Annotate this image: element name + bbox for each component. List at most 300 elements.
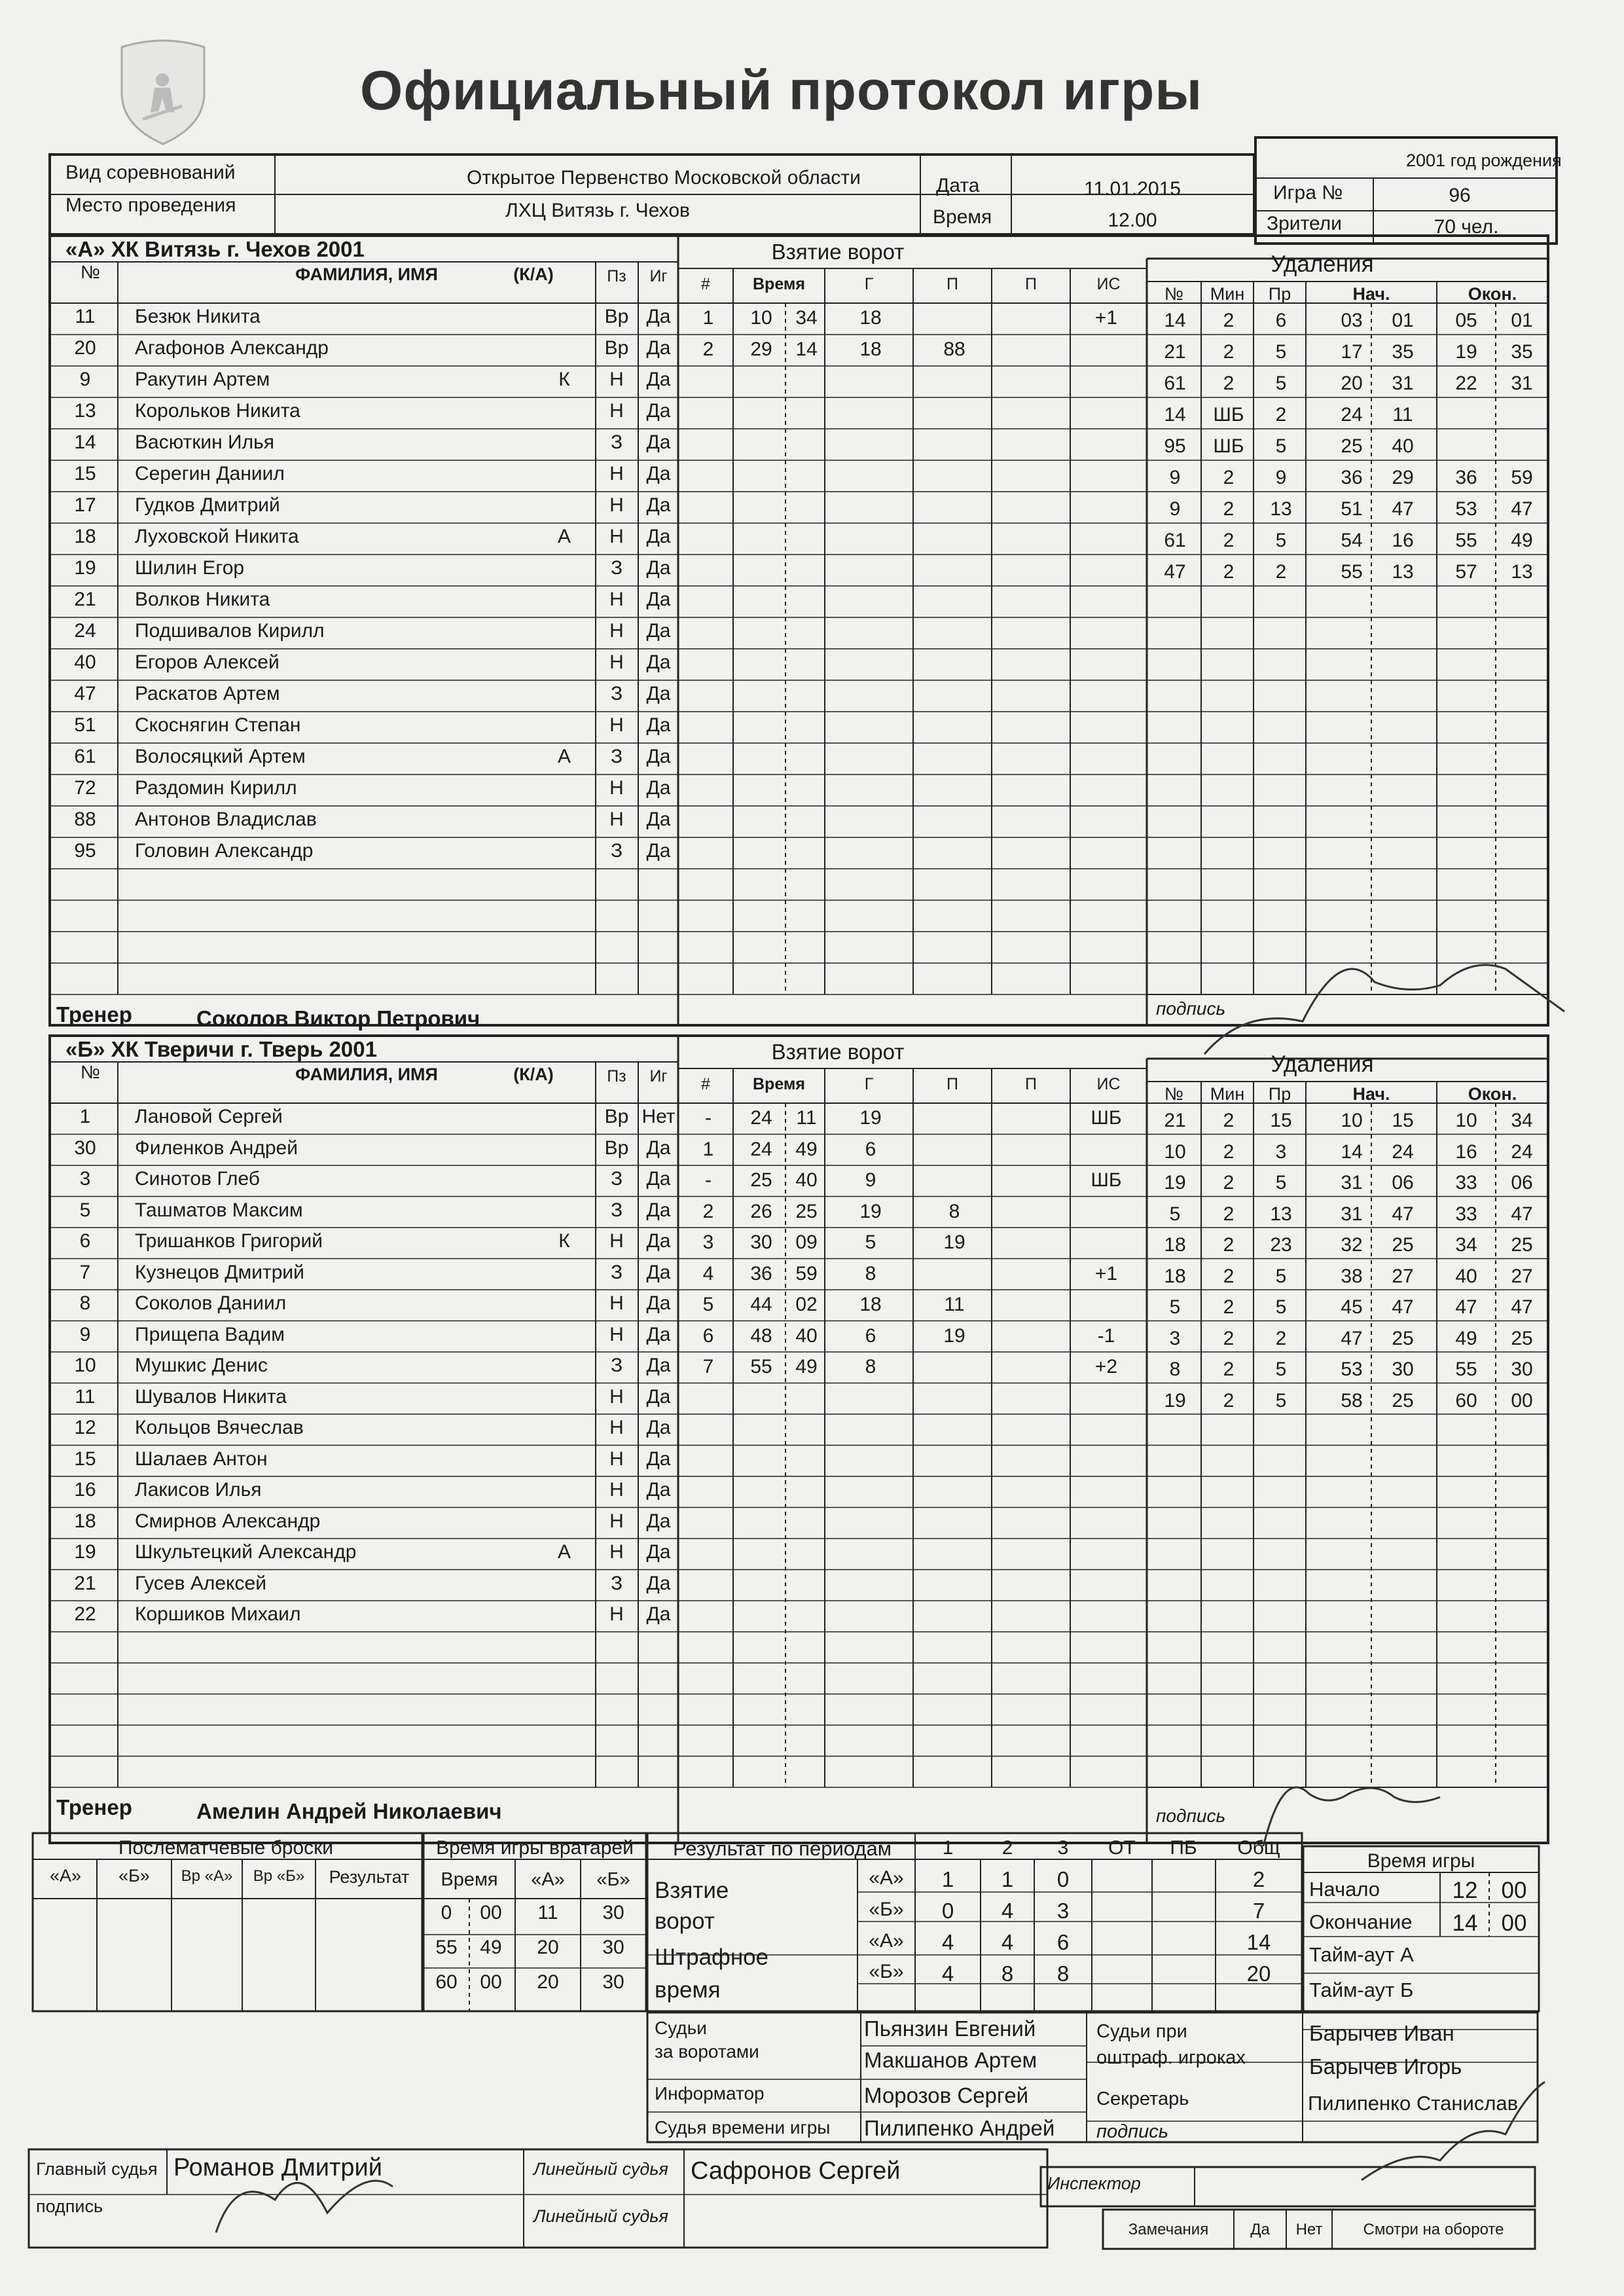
penalty-reason: 5 — [1275, 1296, 1287, 1318]
penalty-end-min: 49 — [1455, 1327, 1477, 1349]
col-played: Иг — [649, 267, 668, 285]
spectators-value: 70 чел. — [1434, 216, 1499, 238]
page-title: Официальный протокол игры — [360, 60, 1203, 121]
player-name: Гудков Дмитрий — [135, 494, 280, 516]
player-name: Кольцов Вячеслав — [135, 1417, 304, 1438]
player-number: 95 — [74, 840, 96, 862]
player-played: Да — [646, 589, 671, 610]
game-start-minute: 00 — [1501, 1878, 1527, 1903]
player-played: Да — [646, 463, 671, 484]
player-name: Ташматов Максим — [135, 1199, 303, 1221]
goal-second: 40 — [795, 1324, 818, 1347]
goal-number: 1 — [702, 307, 714, 329]
penalty-minutes: 2 — [1223, 467, 1235, 488]
game-number-label: Игра № — [1273, 182, 1343, 204]
penalty-start-min: 20 — [1341, 373, 1363, 394]
shootouts-col-gk-b: Вр «Б» — [253, 1867, 305, 1885]
player-name: Синотов Глеб — [135, 1168, 260, 1190]
penalty-minutes: 2 — [1223, 310, 1235, 331]
penalty-end-sec: 00 — [1511, 1389, 1533, 1412]
player-name: Смирнов Александр — [135, 1510, 321, 1532]
player-position: Н — [609, 651, 624, 673]
shootouts-title: Послематчевые броски — [118, 1837, 334, 1859]
penalty-end-sec: 35 — [1511, 341, 1533, 363]
player-played: Да — [646, 1199, 671, 1221]
goal-minute: 29 — [750, 338, 772, 360]
pen-col-p_reason: Пр — [1268, 284, 1291, 304]
penalties-title: Удаления — [1271, 1051, 1374, 1077]
penalty-start-sec: 16 — [1392, 530, 1414, 551]
goal-minute: 36 — [750, 1262, 772, 1285]
period-col-4: ПБ — [1170, 1837, 1197, 1859]
goal-second: 49 — [795, 1356, 818, 1377]
penalty-end-sec: 06 — [1511, 1172, 1533, 1194]
goal-judge-2: Макшанов Артем — [864, 2048, 1038, 2072]
player-played: Да — [646, 840, 671, 862]
player-played: Да — [646, 1479, 671, 1501]
col-position: Пз — [607, 267, 626, 285]
coach-a-signature-scribble — [1204, 965, 1564, 1054]
penalty-reason: 5 — [1275, 1172, 1287, 1194]
goal-number: 6 — [702, 1324, 714, 1347]
gk-time-b: 30 — [602, 1971, 624, 1993]
pen-col-p_no: № — [1164, 284, 1183, 304]
signature-label: подпись — [1156, 1806, 1226, 1826]
player-name: Головин Александр — [135, 840, 314, 862]
player-number: 15 — [74, 463, 96, 484]
period-value: 0 — [1056, 1867, 1070, 1891]
player-number: 6 — [79, 1230, 91, 1252]
player-position: Н — [609, 1479, 624, 1501]
col-played: Иг — [649, 1067, 668, 1085]
player-position: З — [610, 683, 623, 704]
game-end-minute: 00 — [1501, 1910, 1527, 1936]
gk-time-col-a: «А» — [531, 1869, 565, 1890]
goal-number: - — [705, 1107, 712, 1129]
penalty-minutes: 2 — [1223, 1234, 1235, 1256]
player-played: Да — [646, 1168, 671, 1190]
goal-assist-1: 19 — [943, 1324, 965, 1347]
coach-name: Соколов Виктор Петрович — [196, 1006, 480, 1030]
player-number: 9 — [79, 369, 91, 390]
penalty-end-sec: 49 — [1511, 530, 1533, 551]
informator-label: Информатор — [655, 2083, 765, 2104]
player-position: Н — [609, 369, 624, 390]
goal-scorer: 9 — [865, 1169, 876, 1191]
signature-label: подпись — [1156, 998, 1226, 1019]
player-position: Н — [609, 1541, 624, 1563]
penalty-minutes: 2 — [1223, 1327, 1235, 1349]
penalty-end-sec: 30 — [1511, 1358, 1533, 1380]
remarks-see-back: Смотри на обороте — [1363, 2221, 1504, 2238]
goal-number: 5 — [702, 1294, 714, 1315]
coach-label: Тренер — [56, 1795, 132, 1819]
goal-assist-1: 19 — [943, 1231, 965, 1253]
penalty-start-min: 03 — [1341, 310, 1363, 331]
shootouts-col-a: «А» — [49, 1866, 82, 1886]
penalty-start-min: 45 — [1341, 1296, 1363, 1318]
penalty-end-min: 53 — [1455, 498, 1477, 520]
penalty-start-sec: 25 — [1392, 1234, 1414, 1256]
goal-number: 3 — [702, 1231, 714, 1253]
player-position: Вр — [604, 337, 629, 359]
player-name: Шалаев Антон — [135, 1448, 268, 1470]
player-number: 16 — [74, 1479, 96, 1501]
penalty-player: 14 — [1164, 310, 1186, 331]
col-position: Пз — [607, 1067, 626, 1085]
period-value: 14 — [1246, 1930, 1271, 1954]
penalty-end-min: 60 — [1455, 1389, 1477, 1412]
goal-col-g_num: # — [701, 1075, 710, 1093]
penalty-reason: 15 — [1270, 1110, 1292, 1131]
penalty-start-sec: 27 — [1392, 1265, 1414, 1287]
goal-minute: 24 — [750, 1107, 772, 1129]
period-value: 4 — [941, 1961, 954, 1986]
spectators-label: Зрители — [1267, 213, 1342, 234]
penalty-start-min: 47 — [1341, 1327, 1363, 1349]
penalty-player: 5 — [1169, 1296, 1181, 1318]
venue-value: ЛХЦ Витязь г. Чехов — [505, 200, 690, 221]
penalty-minutes: 2 — [1223, 1110, 1235, 1131]
penalty-start-min: 36 — [1341, 467, 1363, 488]
penalty-start-min: 31 — [1341, 1172, 1363, 1194]
penalty-end-min: 55 — [1455, 530, 1477, 551]
shootouts-col-gk-a: Вр «А» — [181, 1867, 233, 1885]
penalty-end-sec: 01 — [1511, 310, 1533, 331]
penalty-player: 21 — [1164, 341, 1186, 363]
goal-scorer: 18 — [859, 307, 882, 329]
player-number: 1 — [79, 1106, 91, 1127]
player-played: Да — [646, 494, 671, 516]
player-position: З — [610, 431, 623, 453]
gk-time-minute: 0 — [441, 1902, 452, 1923]
goal-minute: 25 — [750, 1169, 772, 1191]
shootouts-col-result: Результат — [329, 1867, 410, 1887]
goal-col-g_a1: П — [947, 1075, 958, 1093]
player-position: З — [610, 1572, 623, 1594]
pen-col-p_min: Мин — [1210, 1084, 1245, 1104]
penalty-start-sec: 13 — [1392, 561, 1414, 583]
penalty-end-min: 57 — [1455, 561, 1477, 583]
player-name: Раздомин Кирилл — [135, 777, 297, 799]
coach-label: Тренер — [56, 1002, 132, 1027]
remarks-label: Замечания — [1128, 2221, 1209, 2238]
player-position: З — [610, 1261, 623, 1283]
penalty-start-min: 54 — [1341, 530, 1363, 551]
penalty-minutes: 2 — [1223, 561, 1235, 583]
player-played: Да — [646, 1323, 671, 1345]
linesman-label-2: Линейный судья — [533, 2206, 668, 2226]
gk-time-col-b: «Б» — [596, 1869, 630, 1890]
goal-situation: +1 — [1094, 1262, 1118, 1285]
periods-goals-label: Взятие — [655, 1878, 729, 1903]
linesman-1-name: Сафронов Сергей — [691, 2157, 901, 2185]
game-end-label: Окончание — [1309, 1910, 1413, 1933]
inspector-label: Инспектор — [1047, 2174, 1141, 2193]
player-played: Да — [646, 1541, 671, 1563]
penalty-minutes: ШБ — [1213, 435, 1244, 457]
player-name: Шилин Егор — [135, 557, 245, 579]
goal-assist-1: 11 — [944, 1294, 965, 1315]
period-value: 0 — [941, 1899, 954, 1923]
goal-col-g_sit: ИС — [1096, 1075, 1121, 1093]
player-position: Н — [609, 400, 624, 422]
col-no: № — [81, 262, 101, 282]
period-value: 1 — [1001, 1867, 1014, 1891]
penalty-start-sec: 47 — [1392, 1296, 1414, 1318]
referee-signature-scribble — [216, 2181, 393, 2232]
penalty-reason: 2 — [1275, 1327, 1287, 1349]
goals-title: Взятие ворот — [771, 1040, 905, 1064]
team-title: «А» ХК Витязь г. Чехов 2001 — [65, 237, 365, 261]
player-number: 24 — [74, 620, 96, 642]
player-position: З — [610, 840, 623, 862]
penalty-reason: 5 — [1275, 1358, 1287, 1380]
penalty-reason: 5 — [1275, 341, 1287, 363]
penalty-end-min: 36 — [1455, 467, 1477, 488]
player-played: Да — [646, 746, 671, 767]
penalty-minutes: ШБ — [1213, 404, 1244, 426]
player-role: А — [557, 1541, 571, 1563]
goal-second: 25 — [795, 1200, 818, 1222]
gk-time-col-time: Время — [441, 1869, 498, 1890]
goal-situation: +2 — [1094, 1356, 1118, 1377]
penalty-end-sec: 47 — [1511, 1203, 1533, 1225]
time-value: 12.00 — [1108, 210, 1157, 231]
periods-team-a: «А» — [869, 1930, 904, 1952]
player-role: А — [557, 526, 571, 547]
player-number: 18 — [74, 526, 96, 547]
periods-pim-label-2: время — [655, 1977, 721, 2003]
competition-label: Вид соревнований — [65, 162, 236, 183]
penalty-judge-1: Барычев Иван — [1309, 2021, 1454, 2045]
player-position: З — [610, 746, 623, 767]
player-played: Да — [646, 1230, 671, 1252]
col-ka: (К/А) — [513, 264, 554, 284]
penalty-start-min: 38 — [1341, 1265, 1363, 1287]
player-played: Да — [646, 1292, 671, 1314]
period-value: 3 — [1056, 1899, 1070, 1923]
penalty-reason: 5 — [1275, 435, 1287, 457]
player-name: Скоснягин Степан — [135, 714, 301, 736]
periods-pim-label: Штрафное — [655, 1944, 769, 1970]
goal-scorer: 8 — [865, 1356, 876, 1377]
penalty-start-sec: 25 — [1392, 1327, 1414, 1349]
shootouts-col-b: «Б» — [118, 1866, 150, 1886]
penalty-start-sec: 35 — [1392, 341, 1414, 363]
player-position: Н — [609, 1385, 624, 1408]
penalty-end-sec: 47 — [1511, 1296, 1533, 1318]
penalty-player: 47 — [1164, 561, 1186, 583]
penalty-minutes: 2 — [1223, 1358, 1235, 1380]
penalty-start-min: 32 — [1341, 1234, 1363, 1256]
gk-time-a: 11 — [537, 1902, 558, 1923]
penalty-player: 18 — [1164, 1265, 1186, 1287]
gk-time-b: 30 — [602, 1937, 624, 1958]
period-value: 4 — [1001, 1930, 1014, 1954]
penalty-reason: 2 — [1275, 404, 1287, 426]
player-number: 10 — [74, 1355, 96, 1376]
goal-col-g_sit: ИС — [1096, 275, 1121, 293]
penalty-reason: 13 — [1270, 498, 1292, 520]
pen-col-p_min: Мин — [1210, 284, 1245, 304]
date-value: 11.01.2015 — [1084, 178, 1181, 200]
penalty-minutes: 2 — [1223, 1389, 1235, 1412]
player-played: Да — [646, 1417, 671, 1438]
player-position: З — [610, 557, 623, 579]
player-number: 11 — [75, 1385, 96, 1408]
timeout-b-label: Тайм-аут Б — [1309, 1978, 1414, 2001]
player-name: Волосяцкий Артем — [135, 746, 306, 767]
goal-number: 1 — [702, 1138, 714, 1160]
player-position: Н — [609, 1417, 624, 1438]
goal-second: 40 — [795, 1169, 818, 1191]
penalty-reason: 5 — [1275, 1389, 1287, 1412]
game-end-hour: 14 — [1452, 1910, 1478, 1936]
goal-number: 2 — [702, 1200, 714, 1222]
player-number: 17 — [74, 494, 96, 516]
penalty-player: 19 — [1164, 1389, 1186, 1412]
goal-col-g_a1: П — [947, 275, 958, 293]
goal-col-g_num: # — [701, 275, 710, 293]
player-name: Агафонов Александр — [135, 337, 329, 359]
penalty-end-min: 10 — [1455, 1110, 1477, 1131]
goal-second: 14 — [795, 338, 818, 360]
player-number: 21 — [74, 1572, 96, 1594]
gk-time-a: 20 — [537, 1937, 559, 1958]
periods-goals-label-2: ворот — [655, 1908, 715, 1934]
remarks-no: Нет — [1295, 2221, 1323, 2238]
player-position: Вр — [604, 306, 629, 327]
penalty-start-sec: 31 — [1392, 373, 1414, 394]
penalty-end-sec: 25 — [1511, 1234, 1533, 1256]
penalty-end-min: 22 — [1455, 373, 1477, 394]
player-played: Да — [646, 1572, 671, 1594]
penalty-judges-label: Судьи при — [1096, 2021, 1187, 2042]
penalty-judge-2: Барычев Игорь — [1309, 2054, 1462, 2079]
goal-scorer: 5 — [865, 1231, 876, 1253]
goal-assist-1: 8 — [948, 1200, 960, 1222]
penalty-start-min: 17 — [1341, 341, 1363, 363]
penalty-judges-label-2: оштраф. игроках — [1096, 2047, 1246, 2068]
player-number: 40 — [74, 651, 96, 673]
penalty-player: 8 — [1169, 1358, 1181, 1380]
goal-situation: ШБ — [1091, 1107, 1122, 1129]
penalty-reason: 5 — [1275, 1265, 1287, 1287]
penalty-start-sec: 30 — [1392, 1358, 1414, 1380]
period-value: 2 — [1252, 1867, 1265, 1891]
penalty-start-sec: 11 — [1392, 404, 1413, 426]
player-name: Лакисов Илья — [135, 1479, 262, 1501]
goal-situation: +1 — [1094, 307, 1118, 329]
goal-judges-label: Судьи — [655, 2018, 707, 2038]
player-number: 21 — [74, 589, 96, 610]
period-col-3: ОТ — [1108, 1837, 1136, 1859]
goal-situation: ШБ — [1091, 1169, 1122, 1191]
linesman-label: Линейный судья — [533, 2159, 668, 2179]
penalty-minutes: 2 — [1223, 530, 1235, 551]
remarks-yes: Да — [1250, 2221, 1270, 2238]
penalty-start-min: 55 — [1341, 561, 1363, 583]
player-played: Да — [646, 526, 671, 547]
period-value: 6 — [1056, 1930, 1070, 1954]
penalty-minutes: 2 — [1223, 1296, 1235, 1318]
player-position: Н — [609, 1292, 624, 1314]
player-position: Вр — [604, 1106, 629, 1127]
penalty-end-sec: 31 — [1511, 373, 1533, 394]
time-label: Время — [933, 206, 992, 228]
pen-col-p_start: Нач. — [1352, 1084, 1390, 1104]
player-position: Н — [609, 777, 624, 799]
goal-col-g_a2: П — [1025, 275, 1037, 293]
player-played: Да — [646, 1448, 671, 1470]
player-position: Н — [609, 1510, 624, 1532]
period-col-5: Общ — [1237, 1837, 1280, 1859]
penalty-end-min: 47 — [1455, 1296, 1477, 1318]
penalty-start-min: 14 — [1341, 1140, 1363, 1163]
penalty-minutes: 2 — [1223, 341, 1235, 363]
player-name: Мушкис Денис — [135, 1355, 268, 1376]
penalty-minutes: 2 — [1223, 498, 1235, 520]
penalty-player: 18 — [1164, 1234, 1186, 1256]
penalty-end-min: 33 — [1455, 1203, 1477, 1225]
penalty-start-sec: 25 — [1392, 1389, 1414, 1412]
period-value: 4 — [1001, 1899, 1014, 1923]
player-position: Н — [609, 526, 624, 547]
penalty-player: 14 — [1164, 404, 1186, 426]
periods-team-b: «Б» — [869, 1961, 904, 1982]
player-role: А — [557, 746, 571, 767]
goal-scorer: 19 — [859, 1107, 882, 1129]
period-value: 8 — [1001, 1961, 1014, 1986]
penalty-player: 10 — [1164, 1140, 1186, 1163]
penalty-player: 21 — [1164, 1110, 1186, 1131]
game-start-hour: 12 — [1452, 1878, 1478, 1903]
player-number: 3 — [79, 1168, 91, 1190]
player-name: Раскатов Артем — [135, 683, 280, 704]
player-number: 51 — [74, 714, 96, 736]
player-position: Н — [609, 463, 624, 484]
penalty-start-sec: 40 — [1392, 435, 1414, 457]
period-col-0: 1 — [942, 1837, 954, 1859]
player-number: 18 — [74, 1510, 96, 1532]
player-played: Да — [646, 1603, 671, 1625]
col-no: № — [81, 1062, 101, 1082]
goal-minute: 44 — [750, 1294, 772, 1315]
player-position: Н — [609, 1603, 624, 1625]
period-col-1: 2 — [1001, 1837, 1013, 1859]
penalty-player: 3 — [1169, 1327, 1181, 1349]
penalty-player: 61 — [1164, 373, 1186, 394]
goal-number: 4 — [702, 1262, 714, 1285]
goal-minute: 24 — [750, 1138, 772, 1160]
penalty-start-sec: 47 — [1392, 498, 1414, 520]
penalty-start-min: 53 — [1341, 1358, 1363, 1380]
player-number: 19 — [74, 557, 96, 579]
gk-time-minute: 55 — [435, 1937, 458, 1958]
player-name: Прищепа Вадим — [135, 1323, 285, 1345]
player-played: Да — [646, 809, 671, 830]
player-number: 13 — [74, 400, 96, 422]
referee-signature-label: подпись — [36, 2196, 103, 2216]
player-position: З — [610, 1168, 623, 1190]
timeout-a-label: Тайм-аут А — [1309, 1943, 1414, 1966]
penalty-reason: 3 — [1275, 1140, 1287, 1163]
periods-team-b: «Б» — [869, 1899, 904, 1920]
penalty-reason: 5 — [1275, 373, 1287, 394]
player-name: Егоров Алексей — [135, 651, 280, 673]
goal-scorer: 19 — [859, 1200, 882, 1222]
